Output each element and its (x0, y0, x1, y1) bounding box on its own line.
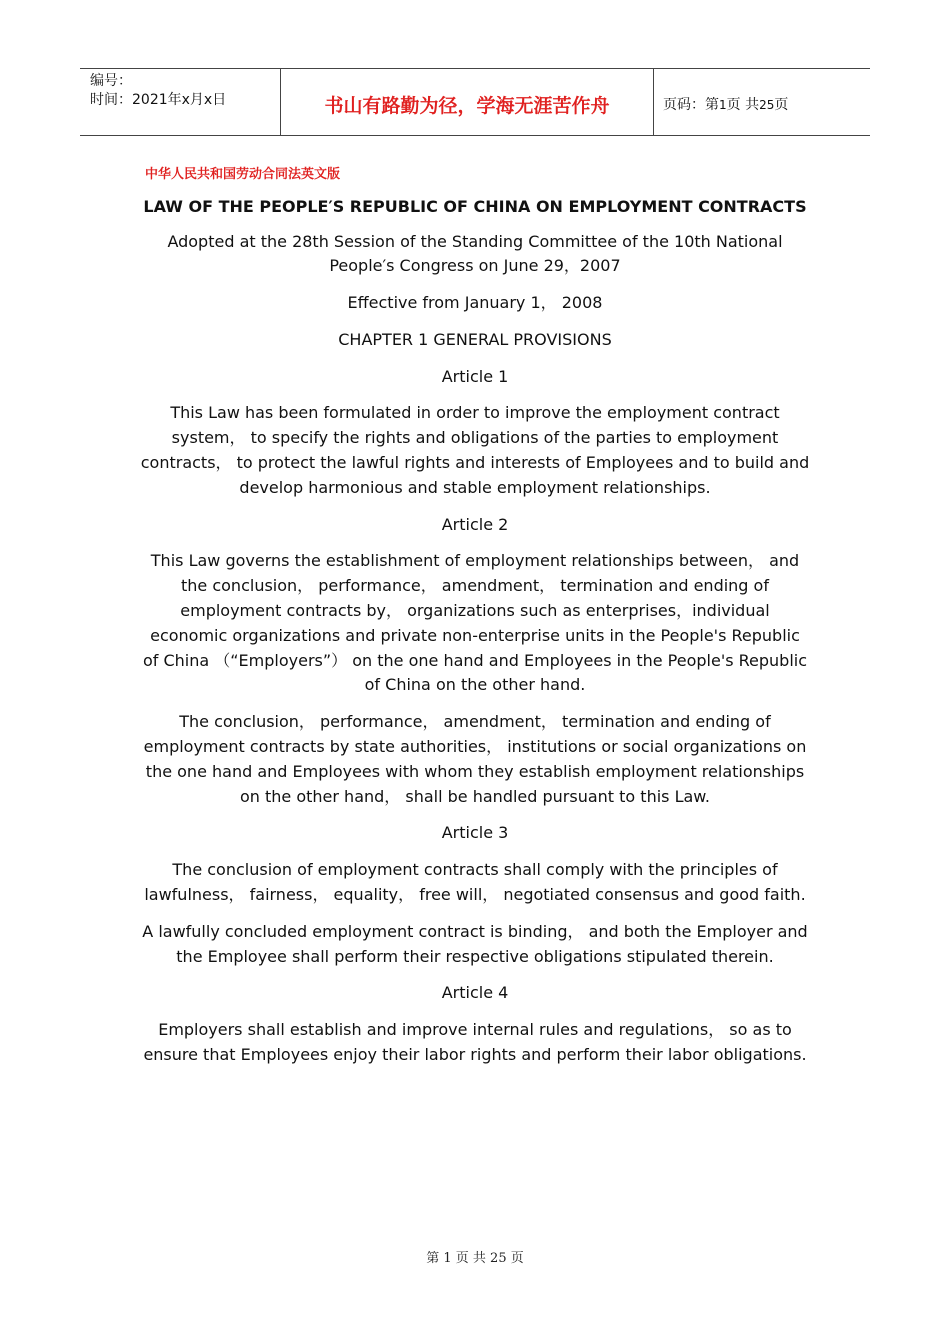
article-4-heading: Article 4 (441, 983, 509, 1003)
article-2-paragraph-2: The conclusion， performance， amendment， termination and ending of employment contracts by state authorities， institutions or social organizations on the one hand and Employees with whom they establish employment relationships on the other hand， shall be handled pursuant to this Law. (143, 712, 807, 806)
page-prefix: 页码：第 (663, 97, 719, 113)
document-title: LAW OF THE PEOPLE′S REPUBLIC OF CHINA ON EMPLOYMENT CONTRACTS (143, 197, 807, 216)
article-3-paragraph-1: The conclusion of employment contracts shall comply with the principles of lawfulness， fairness， equality， free will， negotiated consensus and good faith. (144, 860, 806, 905)
article-4-paragraph: Employers shall establish and improve internal rules and regulations， so as to ensure that Employees enjoy their labor rights and perform their labor obligations. (143, 1020, 807, 1065)
article-2-heading: Article 2 (441, 514, 509, 534)
motto: 书山有路勤为径，学海无涯苦作舟 (324, 95, 610, 117)
page-total: 25 (759, 98, 775, 112)
page-footer: 第 1 页 共 25 页 (426, 1251, 524, 1266)
number-label: 编号： (90, 73, 132, 89)
article-2-paragraph-1: This Law governs the establishment of employment relationships between， and the conclusion， performance， amendment， termination and ending of employment contracts by， organizations such as enterprises，individual economic organizations and private non-enterprise units in the People's Republic of China （“Employers”） on the one hand and Employees in the People's Republic of China on the other hand. (142, 551, 808, 695)
page-suffix: 页 (774, 97, 789, 113)
article-1-paragraph: This Law has been formulated in order to improve the employment contract system， to specify the rights and obligations of the parties to employment contracts， to protect the lawful rights and interests of Employees and to build and develop harmonious and stable employment relationships. (140, 403, 810, 497)
header-middle-cell (281, 69, 654, 135)
article-3-heading: Article 3 (441, 823, 509, 843)
effective-date: Effective from January 1， 2008 (347, 293, 603, 313)
document-label: 中华人民共和国劳动合同法英文版 (145, 167, 341, 182)
article-3-paragraph-2: A lawfully concluded employment contract is binding， and both the Employer and the Employee shall perform their respective obligations stipulated therein. (142, 921, 808, 966)
time-label: 时间：2021年x月x日 (90, 92, 227, 108)
adopted-note: Adopted at the 28th Session of the Standing Committee of the 10th National People′s Congress on June 29，2007 (167, 231, 783, 276)
page-mid: 页 共 (726, 97, 760, 113)
header-table (80, 68, 870, 136)
header-left-cell (80, 69, 281, 135)
article-1-heading: Article 1 (441, 366, 509, 386)
document-body (140, 195, 810, 1080)
chapter-heading: CHAPTER 1 GENERAL PROVISIONS (338, 329, 612, 349)
page-indicator (663, 94, 788, 114)
header-right-cell (654, 69, 870, 135)
page-current: 1 (719, 98, 727, 112)
